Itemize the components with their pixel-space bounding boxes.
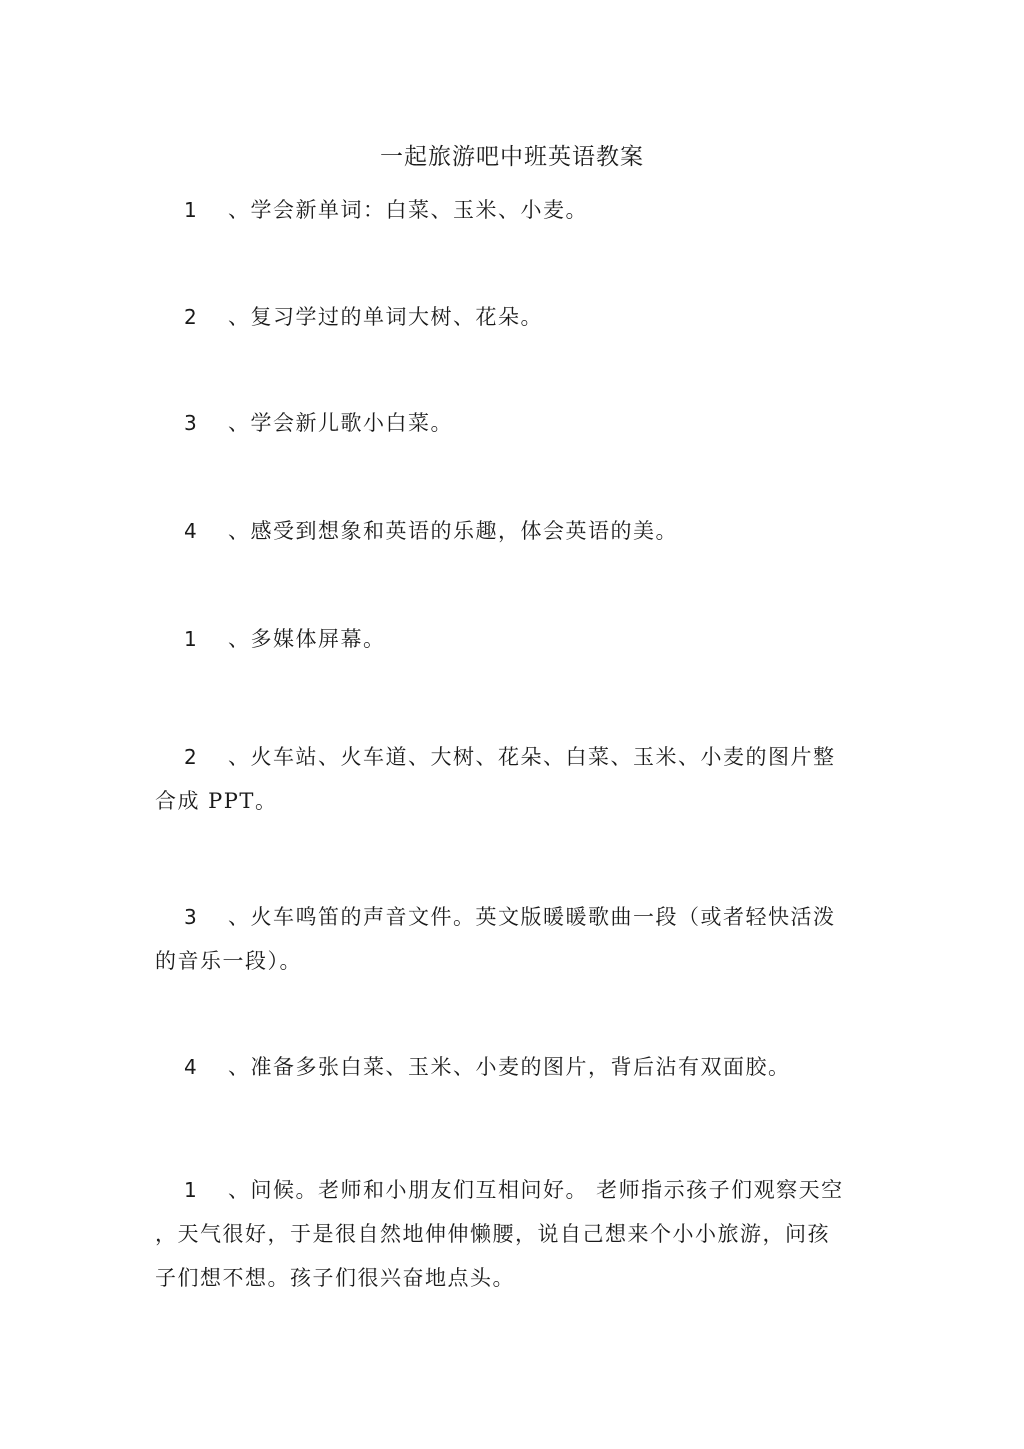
item-text-line: 、复习学过的单词大树、花朵。 — [228, 305, 543, 329]
item-text-line: 、准备多张白菜、玉米、小麦的图片，背后沾有双面胶。 — [228, 1055, 791, 1079]
item-text-line: 合成 PPT。 — [155, 789, 278, 813]
item-text-line: ，天气很好，于是很自然地伸伸懒腰，说自己想来个小小旅游，问孩 — [155, 1222, 830, 1246]
item-text-line: 的音乐一段）。 — [155, 949, 302, 973]
item-text-line: 、火车鸣笛的声音文件。英文版暖暖歌曲一段（或者轻快活泼 — [228, 905, 836, 929]
item-number: 1 — [184, 627, 197, 651]
item-text-line: 、感受到想象和英语的乐趣，体会英语的美。 — [228, 519, 678, 543]
item-number: 4 — [184, 1055, 197, 1079]
item-number: 2 — [184, 305, 197, 329]
item-text-line: 、学会新单词：白菜、玉米、小麦。 — [228, 198, 588, 222]
item-number: 3 — [184, 411, 197, 435]
item-number: 3 — [184, 905, 197, 929]
item-number: 4 — [184, 519, 197, 543]
item-number: 2 — [184, 745, 197, 769]
item-text-line: 、火车站、火车道、大树、花朵、白菜、玉米、小麦的图片整 — [228, 745, 836, 769]
item-number: 1 — [184, 1178, 197, 1202]
item-text-line: 子们想不想。孩子们很兴奋地点头。 — [155, 1266, 515, 1290]
item-text-line: 、问候。老师和小朋友们互相问好。 老师指示孩子们观察天空 — [228, 1178, 844, 1202]
document-title: 一起旅游吧中班英语教案 — [380, 144, 644, 170]
item-number: 1 — [184, 198, 197, 222]
item-text-line: 、多媒体屏幕。 — [228, 627, 386, 651]
item-text-line: 、学会新儿歌小白菜。 — [228, 411, 453, 435]
